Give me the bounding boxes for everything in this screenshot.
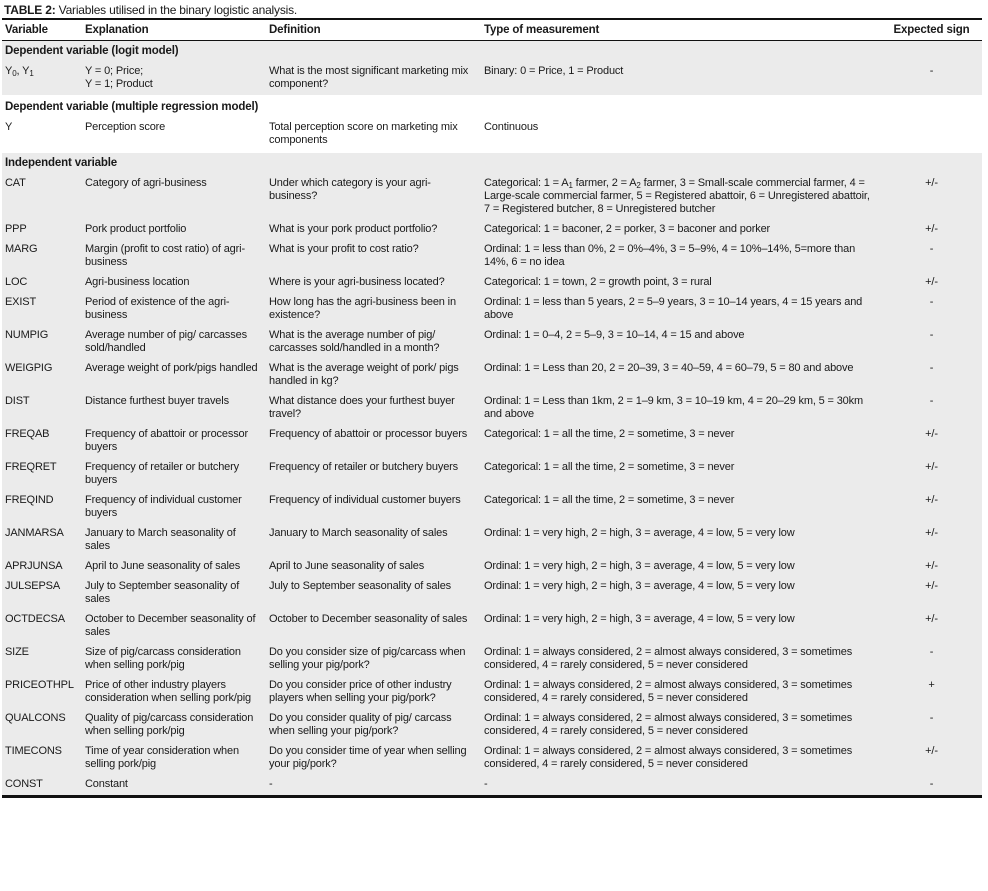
variable-cell <box>2 62 82 95</box>
explanation-cell: Frequency of retailer or butchery buyers <box>82 458 266 491</box>
table-row <box>2 577 982 610</box>
table-row <box>2 491 982 524</box>
table-row <box>2 610 982 643</box>
text-segment: Y <box>5 65 13 77</box>
explanation-cell: Distance furthest buyer travels <box>82 392 266 425</box>
explanation-cell: October to December seasonality of sales <box>82 610 266 643</box>
explanation-cell: Pork product portfolio <box>82 220 266 240</box>
expected-sign-cell: - <box>881 240 982 273</box>
explanation-cell: Price of other industry players consideration when selling pork/pig <box>82 676 266 709</box>
variable-cell: DIST <box>2 392 82 425</box>
measurement-cell: Binary: 0 = Price, 1 = Product <box>481 62 881 95</box>
measurement-cell: Ordinal: 1 = less than 0%, 2 = 0%–4%, 3 = 5–9%, 4 = 10%–14%, 5=more than 14%, 6 = no idea <box>481 240 881 273</box>
expected-sign-cell: +/- <box>881 425 982 458</box>
variable-cell: CONST <box>2 775 82 797</box>
variable-cell: JANMARSA <box>2 524 82 557</box>
variable-cell: WEIGPIG <box>2 359 82 392</box>
table-row <box>2 392 982 425</box>
variable-cell: SIZE <box>2 643 82 676</box>
definition-cell: What distance does your furthest buyer travel? <box>266 392 481 425</box>
section-header-row <box>2 153 982 174</box>
explanation-cell: Quality of pig/carcass consideration when selling pork/pig <box>82 709 266 742</box>
table-row <box>2 742 982 775</box>
definition-cell: Frequency of abattoir or processor buyers <box>266 425 481 458</box>
measurement-cell: Ordinal: 1 = 0–4, 2 = 5–9, 3 = 10–14, 4 = 15 and above <box>481 326 881 359</box>
measurement-cell: Ordinal: 1 = always considered, 2 = almost always considered, 3 = sometimes considered, 4 = rarely considered, 5 = never considered <box>481 643 881 676</box>
definition-cell: Frequency of individual customer buyers <box>266 491 481 524</box>
table-body <box>2 41 982 797</box>
header-row <box>2 19 982 41</box>
expected-sign-cell: - <box>881 359 982 392</box>
text-segment: , Y <box>16 65 30 77</box>
measurement-cell: Ordinal: 1 = very high, 2 = high, 3 = average, 4 = low, 5 = very low <box>481 577 881 610</box>
table-row <box>2 174 982 220</box>
measurement-cell: Ordinal: 1 = very high, 2 = high, 3 = average, 4 = low, 5 = very low <box>481 524 881 557</box>
section-title: Independent variable <box>2 153 982 174</box>
table-row <box>2 643 982 676</box>
expected-sign-cell: +/- <box>881 742 982 775</box>
definition-cell: Frequency of retailer or butchery buyers <box>266 458 481 491</box>
definition-cell: July to September seasonality of sales <box>266 577 481 610</box>
explanation-cell: Constant <box>82 775 266 797</box>
definition-cell: How long has the agri-business been in existence? <box>266 293 481 326</box>
definition-cell: April to June seasonality of sales <box>266 557 481 577</box>
variable-cell: TIMECONS <box>2 742 82 775</box>
definition-cell: Total perception score on marketing mix components <box>269 121 458 146</box>
definition-cell: October to December seasonality of sales <box>266 610 481 643</box>
definition-cell: Where is your agri-business located? <box>266 273 481 293</box>
table-container <box>2 3 982 798</box>
variable-cell: APRJUNSA <box>2 557 82 577</box>
variable-cell: PPP <box>2 220 82 240</box>
text-segment: Categorical: 1 = A <box>484 177 569 189</box>
table-row <box>2 524 982 557</box>
definition-cell: What is the average number of pig/ carcasses sold/handled in a month? <box>266 326 481 359</box>
header-type: Type of measurement <box>484 24 600 36</box>
variable-cell: FREQRET <box>2 458 82 491</box>
explanation-cell: Perception score <box>85 121 166 133</box>
definition-cell: What is the most significant marketing mix component? <box>266 62 481 95</box>
caption-label: TABLE 2: <box>4 3 56 17</box>
table-row <box>2 709 982 742</box>
variable-cell: Y <box>5 121 13 133</box>
measurement-cell: Ordinal: 1 = Less than 1km, 2 = 1–9 km, 3 = 10–19 km, 4 = 20–29 km, 5 = 30km and above <box>481 392 881 425</box>
table-row <box>2 775 982 797</box>
definition-cell: Do you consider time of year when selling your pig/pork? <box>266 742 481 775</box>
measurement-cell: Ordinal: 1 = very high, 2 = high, 3 = average, 4 = low, 5 = very low <box>481 557 881 577</box>
variables-table <box>2 18 982 798</box>
expected-sign-cell: + <box>881 676 982 709</box>
subscript: 2 <box>636 181 641 190</box>
variable-cell: EXIST <box>2 293 82 326</box>
expected-sign-cell: - <box>881 775 982 797</box>
table-caption <box>2 3 982 17</box>
definition-cell: Under which category is your agri-business? <box>266 174 481 220</box>
subscript: 0 <box>12 69 17 78</box>
expected-sign-cell: +/- <box>881 577 982 610</box>
expected-sign-cell <box>881 118 982 151</box>
explanation-cell: Frequency of individual customer buyers <box>82 491 266 524</box>
section-header-row <box>2 97 982 118</box>
text-segment: farmer, 3 = Small-scale commercial farmer, 4 = Large-scale commercial farmer, 5 = Registered abattoir, 6 = Unregistered abattoir, 7 = Registered butcher, 8 = Unregistered butcher <box>484 177 870 215</box>
section-header-row <box>2 41 982 63</box>
header-variable: Variable <box>5 24 48 36</box>
expected-sign-cell: +/- <box>881 458 982 491</box>
explanation-cell: April to June seasonality of sales <box>82 557 266 577</box>
explanation-cell: Category of agri-business <box>82 174 266 220</box>
measurement-cell: Ordinal: 1 = always considered, 2 = almost always considered, 3 = sometimes considered, 4 = rarely considered, 5 = never considered <box>481 676 881 709</box>
expected-sign-cell: +/- <box>881 610 982 643</box>
table-row <box>2 326 982 359</box>
expected-sign-cell: - <box>881 62 982 95</box>
subscript: 1 <box>568 181 573 190</box>
definition-cell: What is your pork product portfolio? <box>266 220 481 240</box>
explanation-cell: July to September seasonality of sales <box>82 577 266 610</box>
expected-sign-cell: +/- <box>881 273 982 293</box>
measurement-cell: Categorical: 1 = all the time, 2 = sometime, 3 = never <box>481 491 881 524</box>
table-row <box>2 62 982 95</box>
table-row <box>2 557 982 577</box>
explanation-cell: Margin (profit to cost ratio) of agri-business <box>82 240 266 273</box>
expected-sign-cell: +/- <box>881 220 982 240</box>
definition-cell: What is your profit to cost ratio? <box>266 240 481 273</box>
table-row <box>2 273 982 293</box>
definition-cell: - <box>266 775 481 797</box>
explanation-cell: Agri-business location <box>82 273 266 293</box>
variable-cell: QUALCONS <box>2 709 82 742</box>
variable-cell: MARG <box>2 240 82 273</box>
header-expected-sign: Expected sign <box>893 24 970 36</box>
text-segment: farmer, 2 = A <box>572 177 637 189</box>
table-row <box>2 359 982 392</box>
expected-sign-cell: - <box>881 293 982 326</box>
subscript: 1 <box>29 69 34 78</box>
expected-sign-cell: +/- <box>881 491 982 524</box>
measurement-cell: Categorical: 1 = all the time, 2 = sometime, 3 = never <box>481 425 881 458</box>
section-title: Dependent variable (multiple regression model) <box>5 101 259 113</box>
explanation-cell: Time of year consideration when selling pork/pig <box>82 742 266 775</box>
definition-cell: Do you consider price of other industry players when selling your pig/pork? <box>266 676 481 709</box>
expected-sign-cell: - <box>881 392 982 425</box>
measurement-cell: Categorical: 1 = town, 2 = growth point, 3 = rural <box>481 273 881 293</box>
measurement-cell: Categorical: 1 = baconer, 2 = porker, 3 = baconer and porker <box>481 220 881 240</box>
caption-text: Variables utilised in the binary logistic analysis. <box>55 3 298 17</box>
variable-cell: CAT <box>2 174 82 220</box>
variable-cell: FREQIND <box>2 491 82 524</box>
table-row <box>2 118 982 151</box>
measurement-cell: Ordinal: 1 = always considered, 2 = almost always considered, 3 = sometimes considered, 4 = rarely considered, 5 = never considered <box>481 742 881 775</box>
header-definition: Definition <box>269 24 321 36</box>
measurement-cell: Ordinal: 1 = always considered, 2 = almost always considered, 3 = sometimes considered, 4 = rarely considered, 5 = never considered <box>481 709 881 742</box>
measurement-cell: Ordinal: 1 = very high, 2 = high, 3 = average, 4 = low, 5 = very low <box>481 610 881 643</box>
variable-cell: OCTDECSA <box>2 610 82 643</box>
expected-sign-cell: - <box>881 709 982 742</box>
expected-sign-cell: +/- <box>881 524 982 557</box>
expected-sign-cell: +/- <box>881 557 982 577</box>
variable-cell: JULSEPSA <box>2 577 82 610</box>
measurement-cell: Categorical: 1 = all the time, 2 = sometime, 3 = never <box>481 458 881 491</box>
explanation-cell: Frequency of abattoir or processor buyers <box>82 425 266 458</box>
explanation-cell: Average number of pig/ carcasses sold/handled <box>82 326 266 359</box>
explanation-cell: Period of existence of the agri-business <box>82 293 266 326</box>
variable-cell: LOC <box>2 273 82 293</box>
explanation-cell: Y = 0; Price; Y = 1; Product <box>82 62 266 95</box>
definition-cell: What is the average weight of pork/ pigs handled in kg? <box>266 359 481 392</box>
variable-cell: PRICEOTHPL <box>2 676 82 709</box>
expected-sign-cell: - <box>881 643 982 676</box>
explanation-cell: January to March seasonality of sales <box>82 524 266 557</box>
expected-sign-cell: +/- <box>881 174 982 220</box>
table-row <box>2 293 982 326</box>
table-row <box>2 240 982 273</box>
explanation-cell: Average weight of pork/pigs handled <box>82 359 266 392</box>
measurement-cell: Ordinal: 1 = less than 5 years, 2 = 5–9 years, 3 = 10–14 years, 4 = 15 years and above <box>481 293 881 326</box>
table-row <box>2 220 982 240</box>
explanation-cell: Size of pig/carcass consideration when selling pork/pig <box>82 643 266 676</box>
section-title: Dependent variable (logit model) <box>2 41 982 63</box>
measurement-cell: Ordinal: 1 = Less than 20, 2 = 20–39, 3 = 40–59, 4 = 60–79, 5 = 80 and above <box>481 359 881 392</box>
definition-cell: Do you consider size of pig/carcass when selling your pig/pork? <box>266 643 481 676</box>
measurement-cell: Continuous <box>484 121 539 133</box>
table-row <box>2 676 982 709</box>
definition-cell: January to March seasonality of sales <box>266 524 481 557</box>
table-row <box>2 458 982 491</box>
table-row <box>2 425 982 458</box>
definition-cell: Do you consider quality of pig/ carcass when selling your pig/pork? <box>266 709 481 742</box>
header-explanation: Explanation <box>85 24 149 36</box>
expected-sign-cell: - <box>881 326 982 359</box>
variable-cell: FREQAB <box>2 425 82 458</box>
measurement-cell: - <box>481 775 881 797</box>
variable-cell: NUMPIG <box>2 326 82 359</box>
measurement-cell <box>481 174 881 220</box>
